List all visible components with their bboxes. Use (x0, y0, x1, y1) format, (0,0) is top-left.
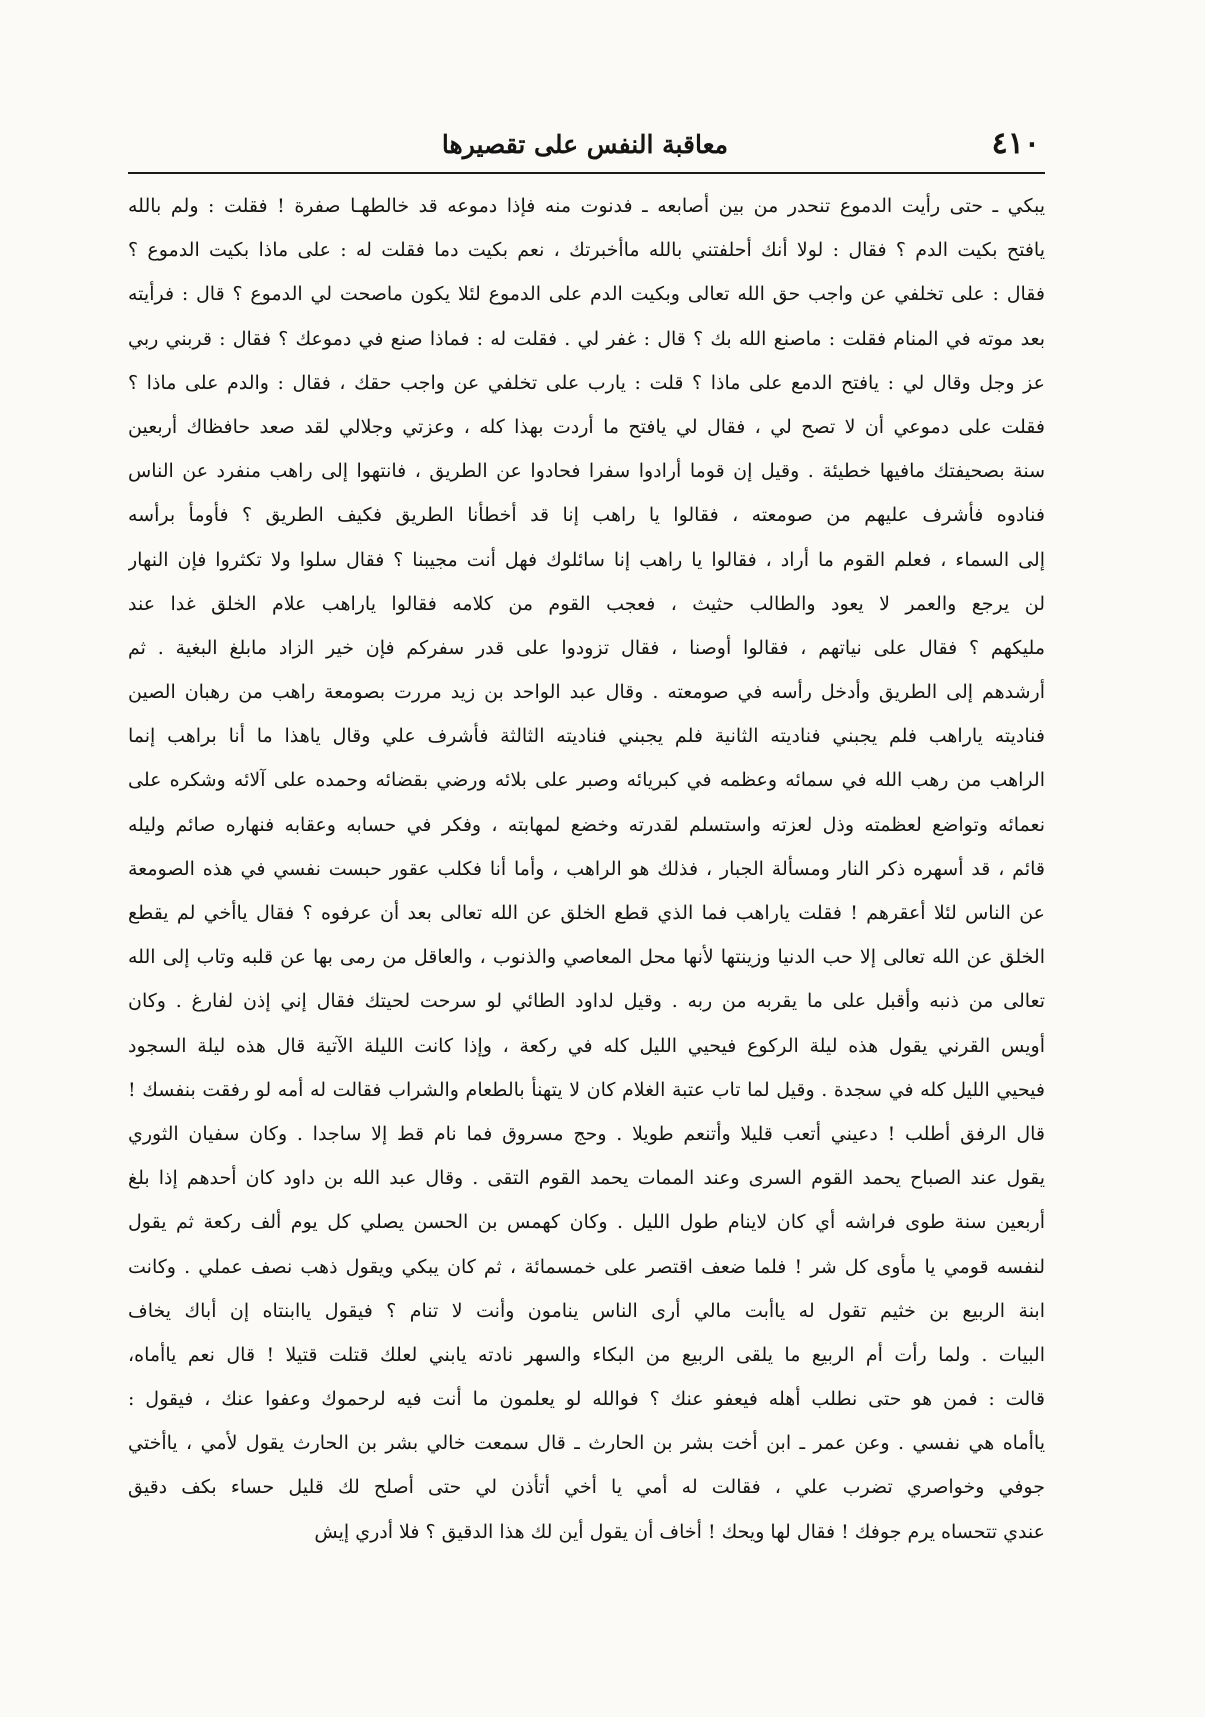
text-line: عن الناس لئلا أعقرهم ! فقلت ياراهب فما الذي قطع الخلق عن الله تعالى بعد أن عرفوه ؟ فقال ياأخي لم يقطع (128, 902, 1045, 924)
text-line: عندي تتحساه يرم جوفك ! فقال لها ويحك ! أخاف أن يقول أين لك هذا الدقيق ؟ فلا أدري إيش (314, 1520, 1045, 1543)
text-line: البيات . ولما رأت أم الربيع ما يلقى الربيع من البكاء والسهر نادته يابني لعلك قتلت قتيلا ! قال نعم ياأماه، (128, 1343, 1045, 1366)
header-rule (128, 172, 1045, 174)
text-line: بعد موته في المنام فقلت : ماصنع الله بك ؟ قال : غفر لي . فقلت له : فماذا صنع في دموعك ؟ فقال : قربني ربي (128, 327, 1045, 350)
text-line: لن يرجع والعمر لا يعود والطالب حثيث ، فعجب القوم من كلامه فقالوا ياراهب علام الخلق غدا عند (128, 592, 1045, 615)
text-line: أربعين سنة طوى فراشه أي كان لاينام طول الليل . وكان كهمس بن الحسن يصلي كل يوم ألف ركعة ثم يقول (128, 1211, 1045, 1234)
text-line: نعمائه وتواضع لعظمته وذل لعزته واستسلم لقدرته وخضع لمهابته ، وفكر في حسابه وعقابه فنهاره صائم وليله (128, 813, 1045, 836)
text-line: فنادوه فأشرف عليهم من صومعته ، فقالوا يا راهب إنا قد أخطأنا الطريق فكيف الطريق ؟ فأومأ برأسه (128, 504, 1045, 527)
body-text (128, 184, 1045, 1554)
page-header (130, 120, 1040, 170)
text-line: أرشدهم إلى الطريق وأدخل رأسه في صومعته . وقال عبد الواحد بن زيد مررت بصومعة راهب من رهبان الصين (128, 681, 1045, 704)
text-line: يافتح بكيت الدم ؟ فقال : لولا أنك أحلفتني بالله ماأخبرتك ، نعم بكيت دما فقلت له : على ماذا بكيت الدموع ؟ (128, 239, 1045, 262)
page-number: ٤١٠ (991, 126, 1040, 161)
text-line: إلى السماء ، فعلم القوم ما أراد ، فقالوا يا راهب إنا سائلوك فهل أنت مجيبنا ؟ فقال سلوا ولا تكثروا فإن النهار (128, 548, 1045, 571)
text-line: عز وجل وقال لي : يافتح الدمع على ماذا ؟ قلت : يارب على تخلفي عن واجب حقك ، فقال : والدم على ماذا ؟ (128, 371, 1045, 394)
text-line: فقال : على تخلفي عن واجب حق الله تعالى وبكيت الدم على الدموع لئلا يكون ماصحت لي الدموع ؟ قال : فرأيته (128, 283, 1045, 306)
text-line: يبكي ـ حتى رأيت الدموع تنحدر من بين أصابعه ـ فدنوت منه فإذا دموعه قد خالطهـا صفرة ! فقلت : ولم بالله (128, 195, 1045, 217)
running-title: معاقبة النفس على تقصيرها (441, 130, 729, 159)
text-line: فقلت على دموعي أن لا تصح لي ، فقال لي يافتح ما أردت بهذا كله ، وعزتي وجلالي لقد صعد حافظاك أربعين (128, 415, 1045, 438)
text-line: مليكهم ؟ فقال على نياتهم ، فقالوا أوصنا ، فقال تزودوا على قدر سفركم فإن خير الزاد مابلغ البغية . ثم (128, 636, 1045, 659)
text-line: أويس القرني يقول هذه ليلة الركوع فيحيي الليل كله في ركعة ، وإذا كانت الليلة الآتية قال هذه ليلة السجود (128, 1034, 1045, 1057)
text-line: ابنة الربيع بن خثيم تقول له ياأبت مالي أرى الناس ينامون وأنت لا تنام ؟ فيقول ياابنتاه إن أباك يخاف (128, 1299, 1045, 1322)
text-line: الخلق عن الله تعالى إلا حب الدنيا وزينتها لأنها محل المعاصي والذنوب ، والعاقل من رمى بها عن قلبه وتاب إلى الله (128, 946, 1045, 969)
text-line: يقول عند الصباح يحمد القوم السرى وعند الممات يحمد القوم التقى . وقال عبد الله بن داود كان أحدهم إذا بلغ (128, 1167, 1045, 1190)
text-line: جوفي وخواصري تضرب علي ، فقالت له أمي يا أخي أتأذن لي حتى أصلح لك قليل حساء بكف دقيق (128, 1476, 1045, 1499)
text-line: سنة بصحيفتك مافيها خطيئة . وقيل إن قوما أرادوا سفرا فحادوا عن الطريق ، فانتهوا إلى راهب منفرد عن الناس (128, 460, 1045, 483)
text-line: ياأماه هي نفسي . وعن عمر ـ ابن أخت بشر بن الحارث ـ قال سمعت خالي بشر بن الحارث يقول لأمي ، ياأختي (128, 1432, 1045, 1455)
text-line: قالت : فمن هو حتى نطلب أهله فيعفو عنك ؟ فوالله لو يعلمون ما أنت فيه لرحموك وعفوا عنك ، فيقول : (128, 1388, 1045, 1411)
text-line: قائم ، قد أسهره ذكر النار ومسألة الجبار ، فذلك هو الراهب ، وأما أنا فكلب عقور حبست نفسي في هذه الصومعة (128, 857, 1045, 880)
text-line: فناديته ياراهب فلم يجبني فناديته الثانية فلم يجبني فناديته الثالثة فأشرف علي وقال ياهذا ما أنا براهب إنما (128, 725, 1045, 748)
text-line: لنفسه قومي يا مأوى كل شر ! فلما ضعف اقتصر على خمسمائة ، ثم كان يبكي ويقول ذهب نصف عملي . وكانت (128, 1255, 1045, 1278)
text-line: فيحيي الليل كله في سجدة . وقيل لما تاب عتبة الغلام كان لا يتهنأ بالطعام والشراب فقالت له أمه لو رفقت بنفسك ! (128, 1078, 1045, 1101)
text-line: قال الرفق أطلب ! دعيني أتعب قليلا وأتنعم طويلا . وحج مسروق فما نام قط إلا ساجدا . وكان سفيان الثوري (128, 1122, 1045, 1145)
text-line: الراهب من رهب الله في سمائه وعظمه في كبريائه وصبر على بلائه ورضي بقضائه وحمده على آلائه وشكره على (128, 769, 1045, 792)
text-line: تعالى من ذنبه وأقبل على ما يقربه من ربه . وقيل لداود الطائي لو سرحت لحيتك فقال إني إذن لفارغ . وكان (128, 990, 1045, 1013)
